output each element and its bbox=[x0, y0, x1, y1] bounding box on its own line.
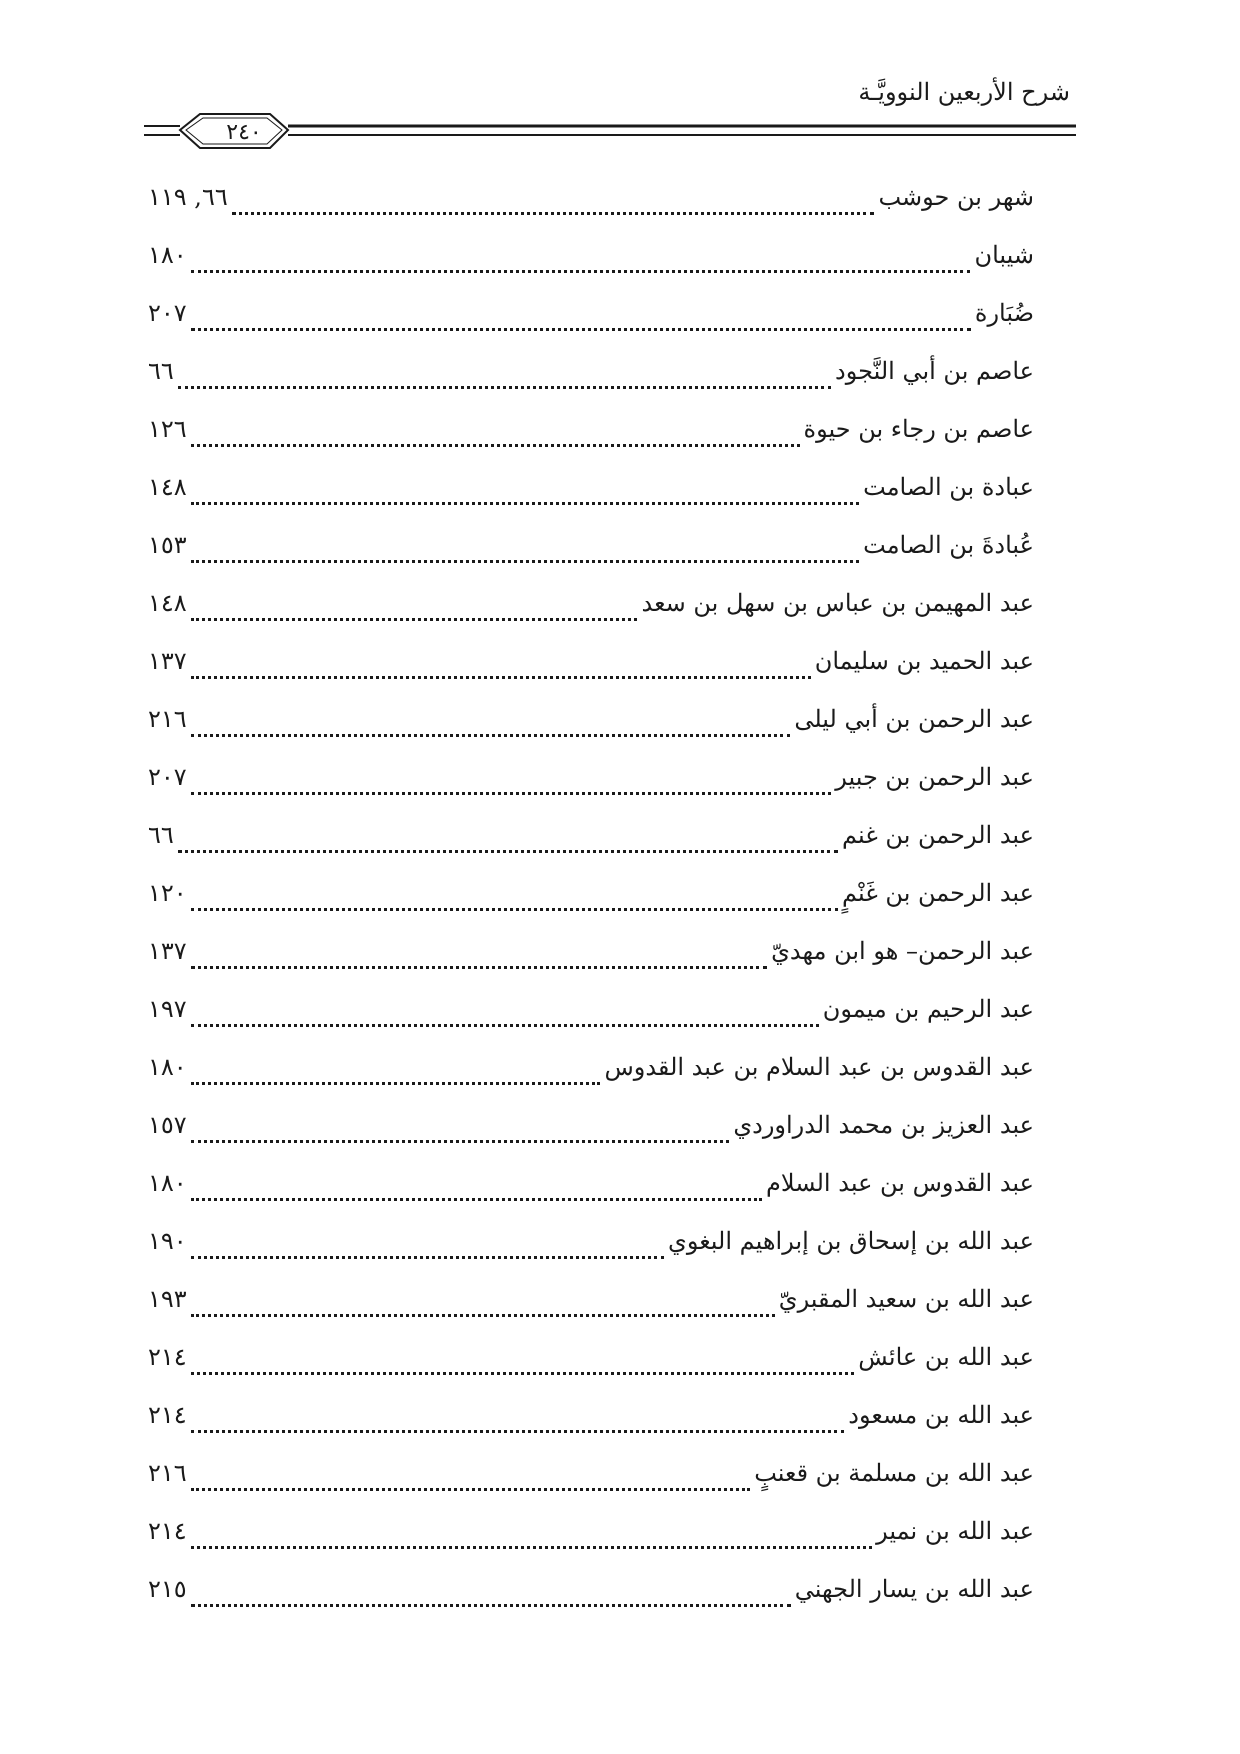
page-reference: ٢١٦ bbox=[148, 705, 187, 733]
page-reference: ١٨٠ bbox=[148, 1169, 187, 1197]
index-entry bbox=[148, 690, 1034, 748]
entry-name: عبد الله بن سعيد المقبريّ bbox=[778, 1285, 1034, 1313]
index-entry bbox=[148, 284, 1034, 342]
page-reference: ١٨٠ bbox=[148, 1053, 187, 1081]
entry-name: عبد الحميد بن سليمان bbox=[814, 647, 1034, 675]
page-reference: ١٢٠ bbox=[148, 879, 187, 907]
entry-name: عبد القدوس بن عبد السلام bbox=[766, 1169, 1034, 1197]
dot-leader bbox=[191, 1348, 855, 1375]
running-title: شرح الأربعين النوويَّـة bbox=[858, 78, 1070, 106]
dot-leader bbox=[191, 652, 811, 679]
entry-name: عبد الله بن يسار الجهني bbox=[794, 1575, 1034, 1603]
dot-leader bbox=[178, 826, 838, 853]
entry-name: شيبان bbox=[974, 241, 1034, 269]
index-entry bbox=[148, 806, 1034, 864]
entry-name: عبد المهيمن بن عباس بن سهل بن سعد bbox=[641, 589, 1034, 617]
index-entry bbox=[148, 1038, 1034, 1096]
index-entry bbox=[148, 342, 1034, 400]
dot-leader bbox=[191, 420, 800, 447]
index-entry bbox=[148, 226, 1034, 284]
page-reference: ١٩٧ bbox=[148, 995, 187, 1023]
dot-leader bbox=[191, 1406, 845, 1433]
entry-name: عبد الرحمن بن غَنْمٍ bbox=[842, 879, 1034, 907]
index-entry bbox=[148, 1502, 1034, 1560]
page-reference: ١٤٨ bbox=[148, 473, 187, 501]
dot-leader bbox=[232, 188, 875, 215]
page-reference: ٦٦, ١١٩ bbox=[148, 183, 228, 211]
dot-leader bbox=[191, 304, 971, 331]
entry-name: عبد العزيز بن محمد الدراوردي bbox=[733, 1111, 1034, 1139]
page-reference: ١٣٧ bbox=[148, 937, 187, 965]
dot-leader bbox=[191, 1058, 601, 1085]
index-entry bbox=[148, 458, 1034, 516]
page-reference: ٢١٥ bbox=[148, 1575, 187, 1603]
page-reference: ١٣٧ bbox=[148, 647, 187, 675]
index-entry bbox=[148, 516, 1034, 574]
entry-name: ضُبَارة bbox=[974, 299, 1034, 327]
dot-leader bbox=[191, 246, 971, 273]
entry-name: عُبادةَ بن الصامت bbox=[863, 531, 1034, 559]
entry-name: شهر بن حوشب bbox=[878, 183, 1034, 211]
dot-leader bbox=[191, 768, 832, 795]
entry-name: عبادة بن الصامت bbox=[863, 473, 1034, 501]
dot-leader bbox=[191, 1522, 873, 1549]
index-entry bbox=[148, 1096, 1034, 1154]
dot-leader bbox=[191, 1116, 730, 1143]
entry-name: عبد الرحمن بن غنم bbox=[842, 821, 1034, 849]
page-reference: ٢١٦ bbox=[148, 1459, 187, 1487]
page-reference: ١٢٦ bbox=[148, 415, 187, 443]
dot-leader bbox=[191, 884, 838, 911]
page-number: ٢٤٠ bbox=[226, 120, 262, 145]
index-entry bbox=[148, 864, 1034, 922]
entry-name: عبد الله بن مسعود bbox=[848, 1401, 1034, 1429]
dot-leader bbox=[191, 1000, 819, 1027]
page-reference: ٦٦ bbox=[148, 821, 174, 849]
dot-leader bbox=[191, 536, 859, 563]
index-entry bbox=[148, 1154, 1034, 1212]
page-reference: ٢١٤ bbox=[148, 1401, 187, 1429]
dot-leader bbox=[191, 942, 767, 969]
page-reference: ١٤٨ bbox=[148, 589, 187, 617]
index-entry bbox=[148, 574, 1034, 632]
page-reference: ٢٠٧ bbox=[148, 763, 187, 791]
page-reference: ٢١٤ bbox=[148, 1343, 187, 1371]
page-reference: ٢٠٧ bbox=[148, 299, 187, 327]
index-entry bbox=[148, 1212, 1034, 1270]
page-reference: ٦٦ bbox=[148, 357, 174, 385]
entry-name: عبد الله بن إسحاق بن إبراهيم البغوي bbox=[668, 1227, 1034, 1255]
entry-name: عبد الله بن عائش bbox=[858, 1343, 1034, 1371]
entry-name: عاصم بن أبي النَّجود bbox=[835, 357, 1034, 385]
index-entry bbox=[148, 1270, 1034, 1328]
dot-leader bbox=[191, 1290, 775, 1317]
index-entry bbox=[148, 400, 1034, 458]
index-entry bbox=[148, 1560, 1034, 1618]
entry-name: عبد الله بن مسلمة بن قعنبٍ bbox=[754, 1459, 1034, 1487]
dot-leader bbox=[191, 1232, 664, 1259]
index-list bbox=[148, 168, 1034, 1618]
entry-name: عبد الرحمن بن جبير bbox=[835, 763, 1034, 791]
dot-leader bbox=[178, 362, 831, 389]
index-entry bbox=[148, 168, 1034, 226]
dot-leader bbox=[191, 1464, 751, 1491]
index-entry bbox=[148, 748, 1034, 806]
index-entry bbox=[148, 632, 1034, 690]
index-entry bbox=[148, 922, 1034, 980]
dot-leader bbox=[191, 1174, 762, 1201]
dot-leader bbox=[191, 710, 791, 737]
index-entry bbox=[148, 1386, 1034, 1444]
entry-name: عبد الرحمن بن أبي ليلى bbox=[794, 705, 1034, 733]
index-entry bbox=[148, 980, 1034, 1038]
dot-leader bbox=[191, 594, 638, 621]
index-entry bbox=[148, 1328, 1034, 1386]
page-reference: ١٥٧ bbox=[148, 1111, 187, 1139]
index-entry bbox=[148, 1444, 1034, 1502]
page-reference: ١٥٣ bbox=[148, 531, 187, 559]
entry-name: عبد القدوس بن عبد السلام بن عبد القدوس bbox=[604, 1053, 1034, 1081]
entry-name: عاصم بن رجاء بن حيوة bbox=[803, 415, 1034, 443]
page-reference: ٢١٤ bbox=[148, 1517, 187, 1545]
dot-leader bbox=[191, 1580, 791, 1607]
page-reference: ١٩٠ bbox=[148, 1227, 187, 1255]
page-reference: ١٨٠ bbox=[148, 241, 187, 269]
entry-name: عبد الرحيم بن ميمون bbox=[822, 995, 1034, 1023]
entry-name: عبد الله بن نمير bbox=[876, 1517, 1034, 1545]
dot-leader bbox=[191, 478, 859, 505]
page-reference: ١٩٣ bbox=[148, 1285, 187, 1313]
entry-name: عبد الرحمن– هو ابن مهديّ bbox=[771, 937, 1034, 965]
